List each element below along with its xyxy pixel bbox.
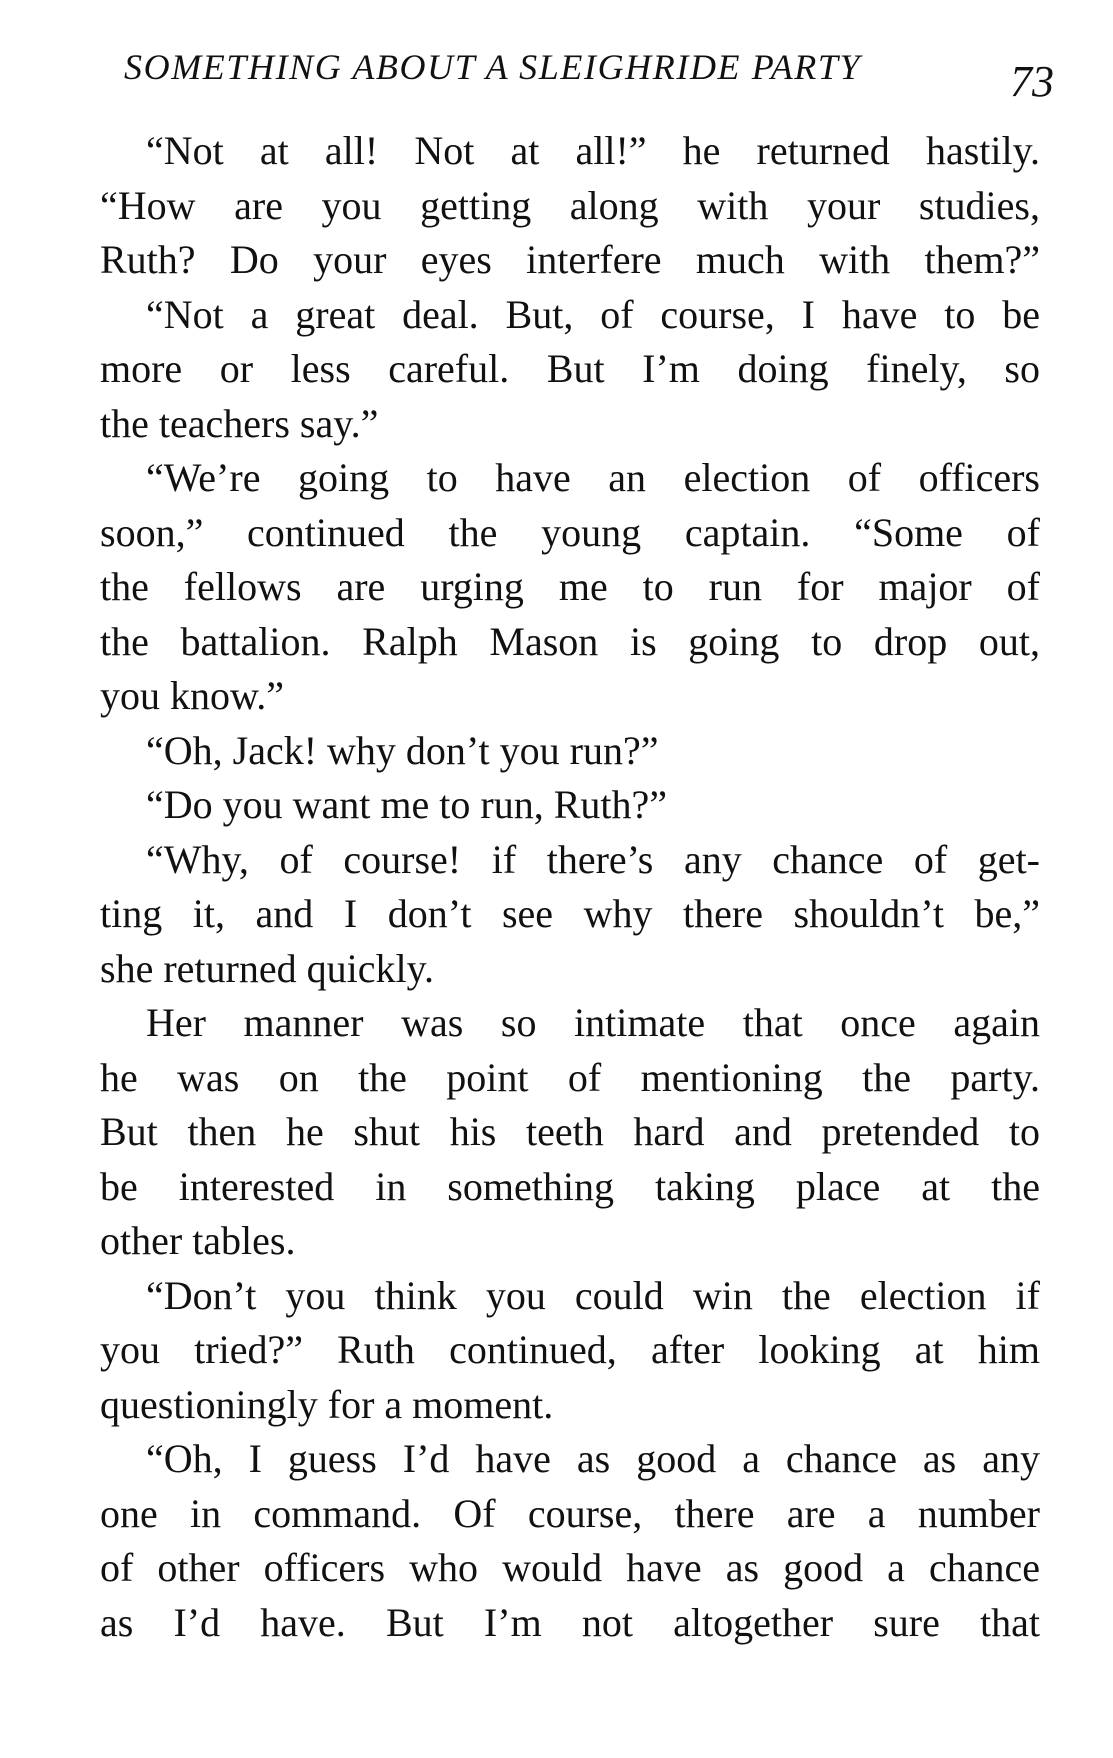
text-line: ting it, and I don’t see why there shouldn’t be,” — [100, 891, 1040, 936]
text-line: Ruth? Do your eyes interfere much with them?” — [100, 237, 1040, 282]
text-line: “Do you want me to run, Ruth?” — [146, 782, 667, 827]
text-line: he was on the point of mentioning the party. — [100, 1054, 1040, 1100]
text-line: you tried?” Ruth continued, after looking at him — [100, 1327, 1040, 1372]
text-line: be interested in something taking place at the — [100, 1163, 1040, 1209]
text-line: more or less careful. But I’m doing finely, so — [100, 346, 1040, 391]
text-line: one in command. Of course, there are a number — [100, 1490, 1040, 1536]
text-line: “We’re going to have an election of officers — [146, 455, 1040, 500]
text-line: the teachers say.” — [100, 400, 379, 446]
text-line: “Oh, I guess I’d have as good a chance as any — [146, 1436, 1040, 1481]
text-line: “Not at all! Not at all!” he returned hastily. — [146, 128, 1040, 173]
text-line: “Not a great deal. But, of course, I have to be — [146, 291, 1040, 337]
text-line: the battalion. Ralph Mason is going to drop out, — [100, 618, 1040, 664]
text-line: the fellows are urging me to run for major of — [100, 564, 1040, 609]
running-head — [124, 38, 1054, 108]
running-title: SOMETHING ABOUT A SLEIGHRIDE PARTY — [124, 47, 862, 87]
text-line: questioningly for a moment. — [100, 1381, 554, 1427]
text-line: as I’d have. But I’m not altogether sure that — [100, 1599, 1040, 1645]
text-line: “How are you getting along with your studies, — [100, 182, 1040, 228]
text-line: of other officers who would have as good a chance — [100, 1545, 1040, 1590]
text-line: soon,” continued the young captain. “Some of — [100, 509, 1040, 555]
text-line: other tables. — [100, 1218, 296, 1263]
text-line: “Oh, Jack! why don’t you run?” — [146, 727, 659, 773]
text-line: you know.” — [100, 673, 285, 718]
text-line: she returned quickly. — [100, 945, 434, 991]
text-line: “Why, of course! if there’s any chance of get- — [146, 836, 1040, 882]
text-line: But then he shut his teeth hard and pretended to — [100, 1109, 1040, 1154]
text-line: “Don’t you think you could win the election if — [146, 1272, 1040, 1318]
body-text — [100, 124, 1040, 1650]
page-number: 73 — [1010, 57, 1054, 106]
text-line: Her manner was so intimate that once again — [146, 1000, 1040, 1045]
